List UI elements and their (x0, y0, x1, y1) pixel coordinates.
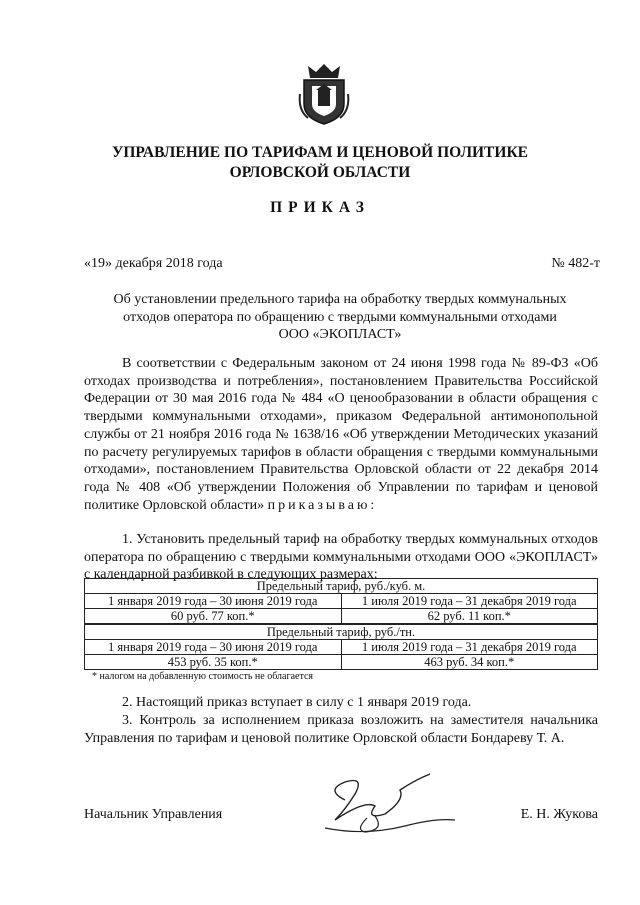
signatory-name: Е. Н. Жукова (520, 807, 598, 822)
preamble-text: В соответствии с Федеральным законом от 24 июня 1998 года № 89-ФЗ «Об отходах производства и потребления», постановлением Правительства Российской Федерации от 30 мая 2016 года № 484 «О ценообразовании в области обращения с твердыми коммунальными отходами», приказом Федеральной антимонопольной службы от 21 ноября 2016 года № 1638/16 «Об утверждении Методических указаний по расчету регулируемых тарифов в области обращения с твердыми коммунальными отходами», постановлением Правительства Орловской области от 22 декабря 2014 года № 408 «Об утверждении Положения об Управлении по тарифам и ценовой политике Орловской области» (84, 356, 598, 513)
table-row (85, 640, 598, 655)
table-row (85, 609, 598, 625)
table-header-volume: Предельный тариф, руб./куб. м. (85, 579, 598, 594)
clause-3: 3. Контроль за исполнением приказа возложить на заместителя начальника Управления по тарифам и ценовой политике Орловской области Бондареву Т. А. (84, 713, 598, 746)
organization-name (0, 143, 640, 183)
order-date: «19» декабря 2018 года (84, 256, 223, 271)
table-row (85, 594, 598, 609)
preamble-paragraph (84, 355, 598, 514)
period-cell: 1 июля 2019 года – 31 декабря 2019 года (341, 594, 598, 609)
period-cell: 1 июля 2019 года – 31 декабря 2019 года (341, 640, 598, 655)
coat-of-arms-icon (298, 60, 350, 126)
subject-line-3: ООО «ЭКОПЛАСТ» (278, 327, 402, 342)
period-cell: 1 января 2019 года – 30 июня 2019 года (85, 594, 342, 609)
value-cell: 463 руб. 34 коп.* (341, 655, 598, 670)
vat-footnote: * налогом на добавленную стоимость не облагается (92, 671, 313, 682)
organization-line-2: ОРЛОВСКОЙ ОБЛАСТИ (229, 164, 411, 181)
handwritten-signature-icon (305, 770, 465, 840)
order-number: № 482-т (551, 256, 600, 271)
signatory-position: Начальник Управления (84, 807, 223, 822)
clause-2: 2. Настоящий приказ вступает в силу с 1 января 2019 года. (122, 695, 472, 710)
order-word: приказываю: (267, 497, 378, 513)
date-number-line (84, 256, 600, 272)
tariff-table (84, 578, 598, 670)
table-row (85, 579, 598, 594)
organization-line-1: УПРАВЛЕНИЕ ПО ТАРИФАМ И ЦЕНОВОЙ ПОЛИТИКЕ (111, 144, 529, 161)
value-cell: 62 руб. 11 коп.* (341, 609, 598, 625)
table-row (85, 655, 598, 670)
clause-1: 1. Установить предельный тариф на обработку твердых коммунальных отходов оператора по обращению с твердыми коммунальными отходами ООО «ЭКОПЛАСТ» с календарной разбивкой в следующих размерах: (84, 532, 598, 583)
document-type: ПРИКАЗ (270, 199, 370, 216)
value-cell: 453 руб. 35 коп.* (85, 655, 342, 670)
subject-line-1: Об установлении предельного тарифа на обработку твердых коммунальных (113, 292, 567, 307)
table-row (85, 624, 598, 640)
table-header-mass: Предельный тариф, руб./тн. (85, 624, 598, 640)
period-cell: 1 января 2019 года – 30 июня 2019 года (85, 640, 342, 655)
subject-line-2: отходов оператора по обращению с твердыми коммунальными отходами (123, 309, 557, 325)
order-subject (80, 291, 600, 344)
value-cell: 60 руб. 77 коп.* (85, 609, 342, 625)
